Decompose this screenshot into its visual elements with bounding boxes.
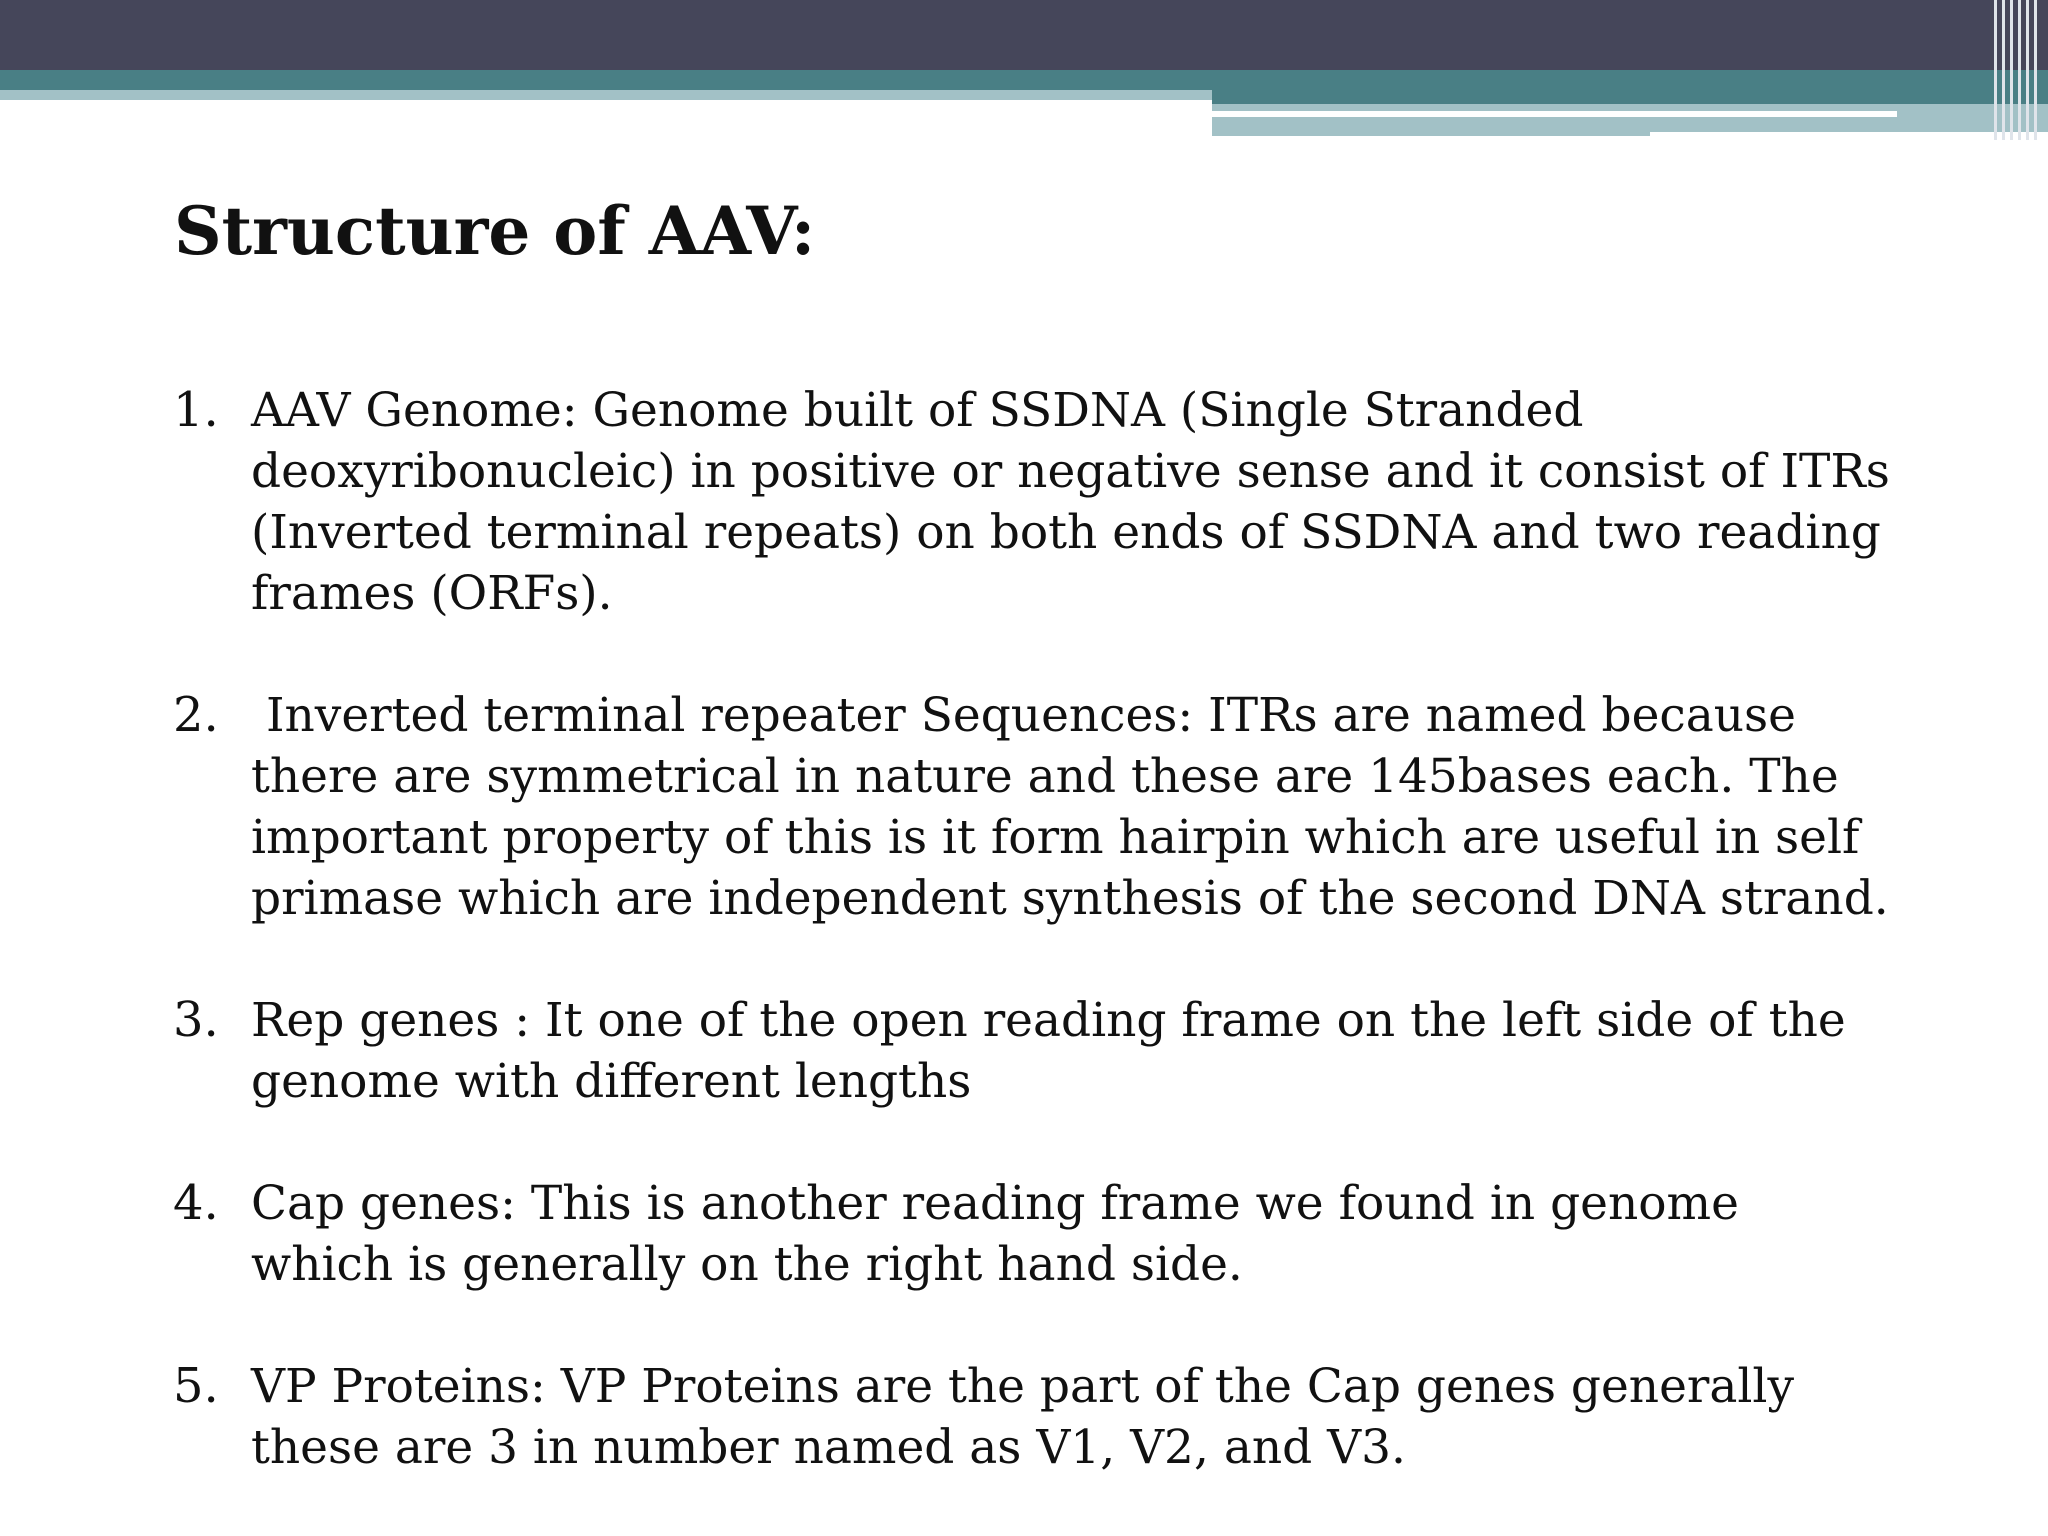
header-teal-band-right bbox=[1212, 90, 2048, 104]
list-item-text: Rep genes : It one of the open reading frame on the left side of the genome with different lengths bbox=[251, 993, 1846, 1109]
list-item-text: Cap genes: This is another reading frame we found in genome which is generally on the right hand side. bbox=[251, 1176, 1739, 1292]
header-dark-band bbox=[0, 0, 2048, 70]
content-list bbox=[0, 380, 2048, 1536]
list-item-text: AAV Genome: Genome built of SSDNA (Single Stranded deoxyribonucleic) in positive or negative sense and it consist of ITRs (Inverted terminal repeats) on both ends of SSDNA and two reading frames (ORFs). bbox=[251, 383, 1890, 621]
list-item bbox=[0, 380, 2048, 624]
list-item-text: Inverted terminal repeater Sequences: ITRs are named because there are symmetrical in nature and these are 145bases each. The important property of this is it form hairpin which are useful in self primase which are independent synthesis of the second DNA strand. bbox=[251, 688, 1889, 926]
list-item-number: 4. bbox=[173, 1175, 219, 1231]
header-teal-band bbox=[0, 70, 2048, 90]
list-item-text: VP Proteins: VP Proteins are the part of the Cap genes generally these are 3 in number named as V1, V2, and V3. bbox=[251, 1359, 1794, 1475]
slide-title: Structure of AAV: bbox=[174, 192, 816, 270]
list-item-number: 2. bbox=[173, 687, 219, 743]
list-item-number: 5. bbox=[173, 1358, 219, 1414]
header-white-line bbox=[1212, 111, 1897, 117]
list-item-number: 3. bbox=[173, 992, 219, 1048]
header-vertical-stripes bbox=[1988, 0, 2048, 140]
list-item bbox=[0, 1173, 2048, 1295]
list-item-number: 1. bbox=[173, 382, 219, 438]
list-item bbox=[0, 685, 2048, 929]
header-light-band-left bbox=[0, 90, 1212, 100]
list-item bbox=[0, 990, 2048, 1112]
list-item bbox=[0, 1356, 2048, 1478]
